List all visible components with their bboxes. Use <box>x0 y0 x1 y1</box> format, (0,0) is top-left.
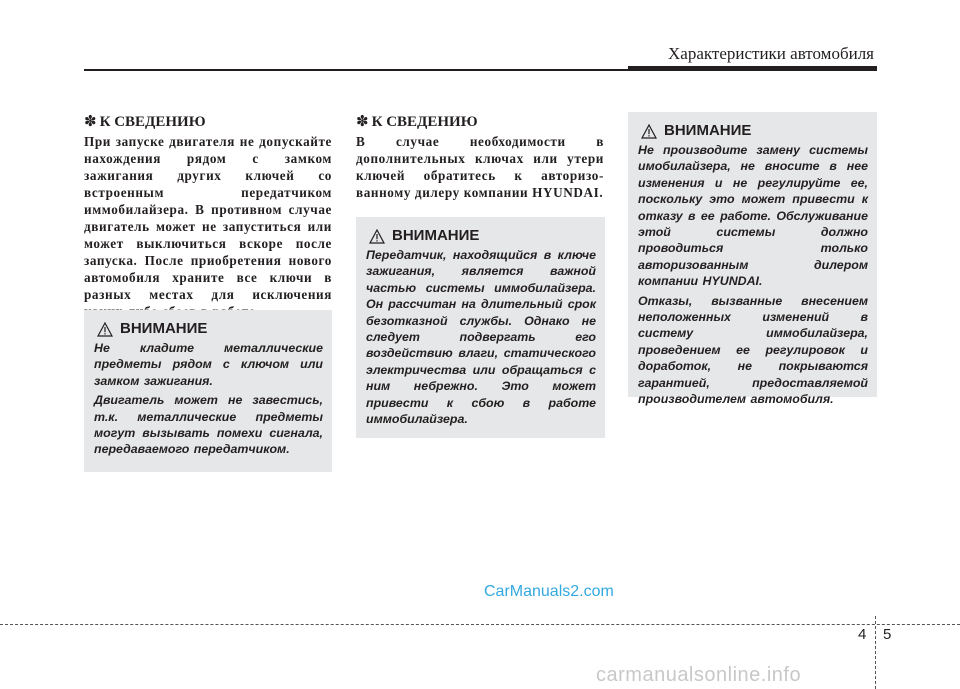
warning-triangle-icon <box>369 229 385 244</box>
note-heading <box>84 112 332 131</box>
page-number: 5 <box>883 626 892 643</box>
footer-site-watermark: carmanualsonline.info <box>596 664 802 686</box>
warning-box <box>84 310 332 472</box>
footer-vertical-divider <box>875 616 876 689</box>
chapter-number: 4 <box>858 626 867 643</box>
watermark-link[interactable]: CarManuals2.com <box>484 583 614 600</box>
warning-triangle-icon <box>97 322 113 337</box>
page-header-title: Характеристики автомобиля <box>668 44 874 63</box>
footer-divider <box>0 624 960 625</box>
warning-title-text: ВНИМАНИЕ <box>664 122 752 139</box>
warning-paragraph: Не кладите металлические предметы рядом с ключом или замком зажигания. <box>94 341 323 388</box>
header-rule-thick <box>628 66 877 71</box>
warning-title <box>366 227 596 245</box>
warning-title <box>638 122 868 140</box>
warning-box <box>628 112 877 407</box>
note-text: В случае необходимости в дополнительных ключах или утери ключей обратитесь к авторизо- ванному дилеру компании HYUNDAI. <box>356 134 604 200</box>
note-star-icon: ✽ <box>356 112 369 130</box>
warning-paragraph: Отказы, вызванные внесением неположенных изменений в систему иммобилайзера, проведением ее регулировок и доработок, не покрываются гарантией, предоставляемой производителем автомобиля. <box>638 293 868 407</box>
warning-box <box>356 217 605 438</box>
warning-paragraph: Передатчик, находящийся в ключе зажигания, является важной частью системы иммобилайзера. Он рассчитан на длительный срок безотказной службы. Однако не следует подвергать его воздействию влаги, статического электричества или обращаться с ним небрежно. Это может привести к сбою в работе иммобилайзера. <box>366 248 596 427</box>
warning-title <box>94 320 323 338</box>
note-heading <box>356 112 604 131</box>
warning-paragraph: Двигатель может не завестись, т.к. металлические предметы могут вызывать помехи сигнала, передаваемого передатчиком. <box>94 393 323 457</box>
warning-triangle-icon <box>641 124 657 139</box>
warning-title-text: ВНИМАНИЕ <box>392 227 480 244</box>
note-star-icon: ✽ <box>84 112 97 130</box>
warning-paragraph: Не производите замену системы имобилайзера, не вносите в нее изменения и не регулируйте ее, поскольку это может привести к отказу в ее работе. Обслуживание этой системы должно проводиться только авторизованным дилером компании HYUNDAI. <box>638 143 868 289</box>
column-1 <box>84 112 332 320</box>
note-text: При запуске двигателя не допускайте нахождения рядом с замком зажигания других ключей со встроенным передатчиком иммобилайзера. В противном случае двигатель может не запуститься или может выключиться вскоре после запуска. После приобретения нового автомобиля храните все ключи в разных местах для исключения <box>84 134 332 302</box>
column-2 <box>356 112 604 201</box>
header-rule-thin <box>84 69 630 71</box>
warning-title-text: ВНИМАНИЕ <box>120 320 208 337</box>
note-heading-text: К СВЕДЕНИЮ <box>371 114 478 130</box>
note-heading-text: К СВЕДЕНИЮ <box>99 114 206 130</box>
